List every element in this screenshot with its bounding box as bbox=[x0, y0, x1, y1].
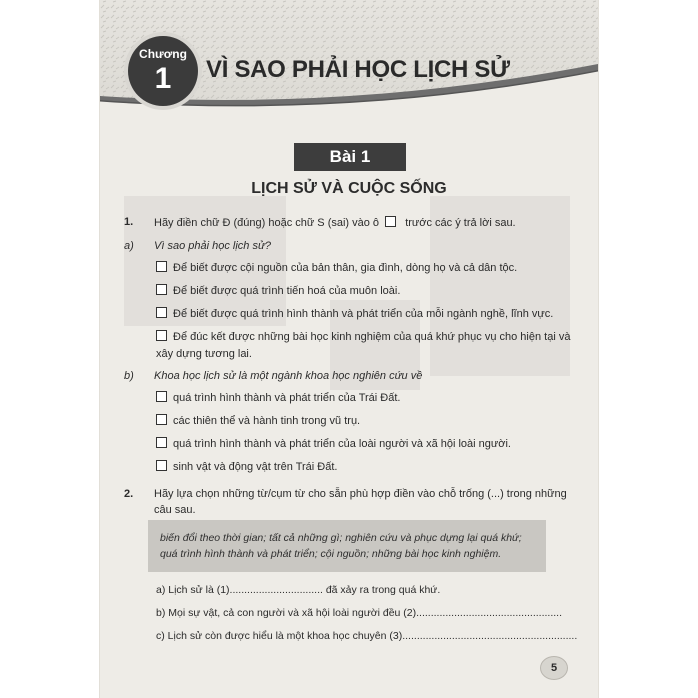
option-text: các thiên thể và hành tinh trong vũ trụ. bbox=[173, 415, 361, 427]
fill-blank-c[interactable]: c) Lịch sử còn được hiểu là một khoa học chuyên (3)............................................................ bbox=[156, 630, 578, 642]
option-1a-4-continued: xây dựng tương lai. bbox=[156, 348, 252, 360]
option-1a-1 bbox=[156, 259, 517, 277]
answer-checkbox[interactable] bbox=[156, 391, 167, 402]
question-1b-label: b) bbox=[124, 370, 134, 382]
chapter-title: VÌ SAO PHẢI HỌC LỊCH SỬ bbox=[206, 56, 510, 83]
question-1b-text: Khoa học lịch sử là một ngành khoa học nghiên cứu về bbox=[154, 370, 423, 382]
page-number: 5 bbox=[540, 656, 568, 680]
answer-checkbox[interactable] bbox=[156, 284, 167, 295]
fill-blank-b[interactable]: b) Mọi sự vật, cả con người và xã hội loài người đều (2).................................................. bbox=[156, 607, 563, 619]
question-1-text-before: Hãy điền chữ Đ (đúng) hoặc chữ S (sai) vào ô bbox=[154, 217, 380, 229]
option-text: Để biết được cội nguồn của bản thân, gia đình, dòng họ và cả dân tộc. bbox=[173, 262, 518, 274]
lesson-label: Bài 1 bbox=[294, 143, 406, 171]
chapter-badge bbox=[128, 36, 198, 106]
question-1a-text: Vì sao phải học lịch sử? bbox=[154, 240, 272, 252]
sample-checkbox bbox=[385, 216, 396, 227]
question-1-text bbox=[154, 216, 516, 229]
option-text: quá trình hình thành và phát triển của loài người và xã hội loài người. bbox=[173, 438, 511, 450]
chapter-number: 1 bbox=[154, 62, 172, 95]
chapter-label: Chương bbox=[139, 47, 187, 61]
option-1a-2 bbox=[156, 282, 400, 300]
workbook-page bbox=[100, 0, 598, 698]
option-1b-4 bbox=[156, 458, 337, 476]
question-2-number: 2. bbox=[124, 488, 134, 500]
option-text: sinh vật và động vật trên Trái Đất. bbox=[173, 461, 338, 473]
option-text: quá trình hình thành và phát triển của Trái Đất. bbox=[173, 392, 401, 404]
answer-checkbox[interactable] bbox=[156, 330, 167, 341]
option-1a-3 bbox=[156, 305, 553, 323]
option-1b-2 bbox=[156, 412, 360, 430]
option-text: Để đúc kết được những bài học kinh nghiệm của quá khứ phục vụ cho hiện tại và bbox=[173, 331, 571, 343]
answer-checkbox[interactable] bbox=[156, 414, 167, 425]
option-1b-3 bbox=[156, 435, 511, 453]
fill-blank-a[interactable]: a) Lịch sử là (1)................................ đã xảy ra trong quá khứ. bbox=[156, 584, 441, 596]
option-text: Để biết được quá trình tiến hoá của muôn loài. bbox=[173, 285, 401, 297]
word-bank bbox=[148, 520, 546, 572]
answer-checkbox[interactable] bbox=[156, 437, 167, 448]
question-1-number: 1. bbox=[124, 216, 134, 228]
option-text: Để biết được quá trình hình thành và phát triển của mỗi ngành nghề, lĩnh vực. bbox=[173, 308, 554, 320]
question-1-text-after: trước các ý trả lời sau. bbox=[405, 217, 516, 229]
question-2-text-line2: câu sau. bbox=[154, 504, 196, 516]
answer-checkbox[interactable] bbox=[156, 460, 167, 471]
question-1a-label: a) bbox=[124, 240, 134, 252]
word-bank-line2: quá trình hình thành và phát triển; cội nguồn; những bài học kinh nghiệm. bbox=[160, 548, 502, 560]
option-1a-4 bbox=[156, 328, 570, 346]
chapter-header-band bbox=[100, 0, 598, 112]
answer-checkbox[interactable] bbox=[156, 307, 167, 318]
word-bank-line1: biến đổi theo thời gian; tất cả những gì; nghiên cứu và phục dựng lại quá khứ; bbox=[160, 532, 522, 544]
answer-checkbox[interactable] bbox=[156, 261, 167, 272]
option-1b-1 bbox=[156, 389, 400, 407]
question-2-text-line1: Hãy lựa chọn những từ/cụm từ cho sẵn phù hợp điền vào chỗ trống (...) trong những bbox=[154, 488, 567, 500]
lesson-title: LỊCH SỬ VÀ CUỘC SỐNG bbox=[251, 180, 447, 197]
